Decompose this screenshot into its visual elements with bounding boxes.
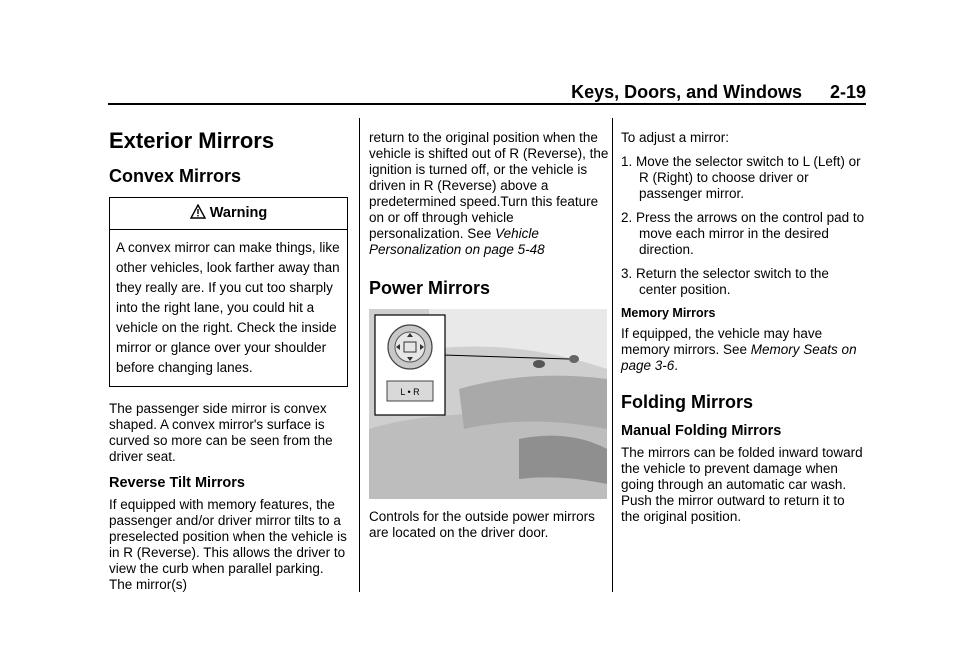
subheading-folding-mirrors: Folding Mirrors (621, 392, 753, 412)
xref-memory-seats[interactable]: Memory Seats on page 3-6 (621, 342, 857, 373)
selector-switch-label: L • R (400, 387, 420, 397)
reverse-tilt-paragraph: If equipped with memory features, the passenger and/or driver mirror tilts to a preselected position when the vehicle is in R (Reverse). This allows the driver to view the curb when parallel parking. The mirror(s) (109, 497, 347, 592)
power-mirrors-paragraph: Controls for the outside power mirrors are located on the driver door. (369, 509, 595, 540)
list-item: 3. Return the selector switch to the center position. (621, 266, 829, 297)
column-2 (369, 118, 609, 549)
adjust-intro: To adjust a mirror: (621, 130, 730, 145)
xref-vehicle-personalization[interactable]: Vehicle Personalization on page 5-48 (369, 226, 545, 257)
subheading-manual-folding: Manual Folding Mirrors (621, 423, 782, 439)
warning-label: Warning (209, 205, 268, 221)
section-title: Keys, Doors, and Windows (571, 82, 802, 102)
reverse-tilt-continued (369, 130, 609, 258)
section-heading-exterior-mirrors: Exterior Mirrors (109, 128, 275, 153)
manual-folding-paragraph: The mirrors can be folded inward toward the vehicle to prevent damage when going through an automatic car wash. Push the mirror outward to return it to the original position. (621, 445, 863, 524)
warning-box (109, 197, 348, 387)
column-divider-1 (359, 118, 360, 592)
warning-header (110, 198, 347, 230)
column-3 (621, 118, 867, 533)
warning-icon (190, 204, 206, 219)
memory-text: If equipped, the vehicle may have memory mirrors. See (621, 326, 823, 357)
column-1 (109, 118, 349, 601)
continued-text: return to the original position when the vehicle is shifted out of R (Reverse), the ignition is turned off, or the vehicle is driven in R (Reverse) above a predetermined speed.Turn this feature on or off through vehicle personalization. See (369, 130, 609, 241)
subheading-reverse-tilt: Reverse Tilt Mirrors (109, 475, 245, 491)
list-item: 1. Move the selector switch to L (Left) or R (Right) to choose driver or passenger mirror. (621, 154, 861, 201)
memory-period: . (674, 358, 679, 373)
power-mirror-controls-photo (369, 309, 607, 499)
header-rule (108, 103, 866, 105)
subheading-power-mirrors: Power Mirrors (369, 278, 491, 298)
subheading-memory-mirrors: Memory Mirrors (621, 306, 716, 320)
list-item: 2. Press the arrows on the control pad to move each mirror in the desired direction. (621, 210, 865, 257)
page-number: 2-19 (829, 82, 866, 102)
memory-paragraph (621, 326, 867, 374)
page-header (0, 82, 866, 103)
convex-paragraph: The passenger side mirror is convex shaped. A convex mirror's surface is curved so more can be seen from the driver seat. (109, 401, 333, 464)
column-divider-2 (612, 118, 613, 592)
subheading-convex-mirrors: Convex Mirrors (109, 166, 242, 186)
warning-text: A convex mirror can make things, like other vehicles, look farther away than they really are. If you cut too sharply into the right lane, you could hit a vehicle on the right. Check the inside mirror or glance over your shoulder before changing lanes. (116, 240, 340, 375)
adjust-steps-list (621, 154, 867, 298)
